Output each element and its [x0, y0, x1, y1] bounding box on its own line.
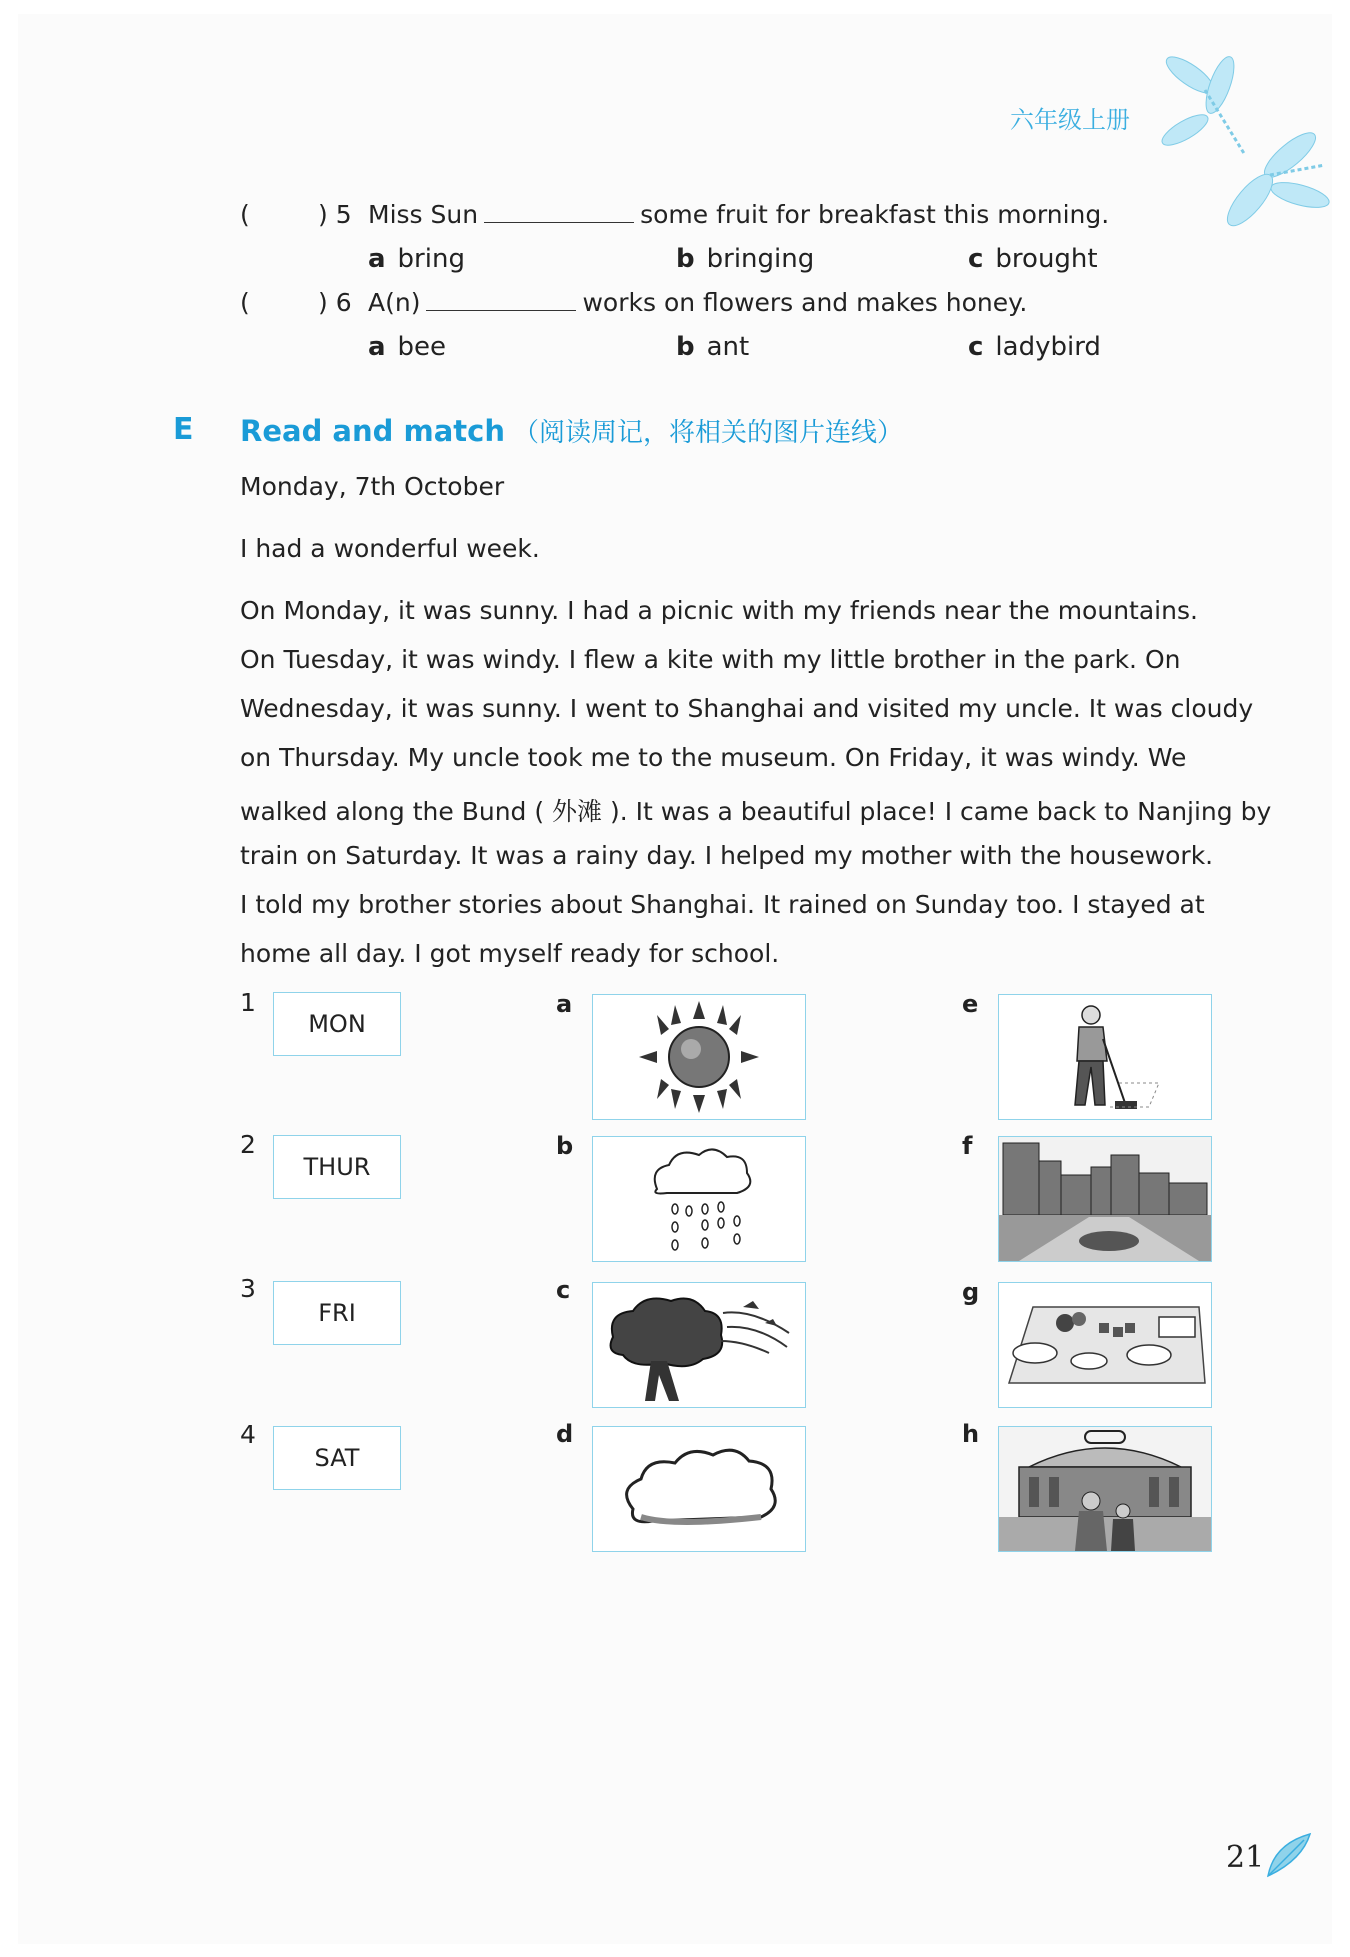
question-text	[368, 200, 1109, 229]
day-box-thur[interactable]: THUR	[273, 1135, 401, 1199]
option-b[interactable]: b ant	[676, 332, 750, 362]
picture-letter: b	[556, 1132, 574, 1160]
diary-line: On Tuesday, it was windy. I flew a kite with my little brother in the park. On	[240, 645, 1181, 674]
answer-blank[interactable]	[426, 288, 576, 311]
question-text	[368, 288, 1027, 317]
picture-letter: a	[556, 990, 573, 1018]
option-a[interactable]: a bring	[368, 244, 465, 274]
question-text-after: works on flowers and makes honey.	[582, 288, 1028, 317]
day-number: 2	[240, 1130, 256, 1159]
day-box-fri[interactable]: FRI	[273, 1281, 401, 1345]
question-text-before: A(n)	[368, 288, 421, 317]
day-number: 4	[240, 1420, 256, 1449]
museum-icon	[999, 1427, 1211, 1551]
question-number[interactable]: ) 6	[318, 288, 352, 317]
diary-line: On Monday, it was sunny. I had a picnic with my friends near the mountains.	[240, 596, 1198, 625]
dragonfly-icon	[1150, 45, 1330, 235]
picture-box-a[interactable]	[592, 994, 806, 1120]
diary-line: walked along the Bund ( 外滩 ). It was a beautiful place! I came back to Nanjing by	[240, 797, 1272, 826]
paren-open: (	[240, 288, 250, 317]
cloud-icon	[593, 1427, 805, 1551]
diary-line: home all day. I got myself ready for school.	[240, 939, 780, 968]
picture-letter: d	[556, 1420, 574, 1448]
picture-letter: c	[556, 1276, 571, 1304]
day-number: 3	[240, 1274, 256, 1303]
picture-box-g[interactable]	[998, 1282, 1212, 1408]
picture-box-h[interactable]	[998, 1426, 1212, 1552]
paren-open: (	[240, 200, 250, 229]
answer-blank[interactable]	[484, 200, 634, 223]
grade-label: 六年级上册	[1010, 106, 1130, 134]
section-title	[240, 412, 903, 449]
option-b[interactable]: b bringing	[676, 244, 815, 274]
day-box-mon[interactable]: MON	[273, 992, 401, 1056]
picture-box-f[interactable]	[998, 1136, 1212, 1262]
question-text-after: some fruit for breakfast this morning.	[640, 200, 1110, 229]
leaf-icon	[1264, 1830, 1314, 1880]
diary-line: Wednesday, it was sunny. I went to Shanghai and visited my uncle. It was cloudy	[240, 694, 1254, 723]
diary-intro: I had a wonderful week.	[240, 534, 540, 563]
boy-mopping-icon	[999, 995, 1211, 1119]
option-c[interactable]: c ladybird	[968, 332, 1101, 362]
question-number[interactable]: ) 5	[318, 200, 352, 229]
picture-box-c[interactable]	[592, 1282, 806, 1408]
picture-letter: g	[962, 1278, 980, 1306]
section-title-cn: （阅读周记，将相关的图片连线）	[512, 418, 903, 448]
diary-date: Monday, 7th October	[240, 472, 505, 501]
page-number: 21	[1226, 1840, 1265, 1875]
day-box-sat[interactable]: SAT	[273, 1426, 401, 1490]
section-letter: E	[173, 412, 194, 447]
sun-icon	[593, 995, 805, 1119]
picture-letter: f	[962, 1132, 973, 1160]
picture-box-d[interactable]	[592, 1426, 806, 1552]
section-title-en: Read and match	[240, 414, 505, 448]
picture-box-e[interactable]	[998, 994, 1212, 1120]
option-c[interactable]: c brought	[968, 244, 1098, 274]
picture-letter: h	[962, 1420, 980, 1448]
day-number: 1	[240, 988, 256, 1017]
diary-line: I told my brother stories about Shanghai. It rained on Sunday too. I stayed at	[240, 890, 1205, 919]
windy-tree-icon	[593, 1283, 805, 1407]
picnic-icon	[999, 1283, 1211, 1407]
bund-skyline-icon	[999, 1137, 1211, 1261]
diary-line: on Thursday. My uncle took me to the museum. On Friday, it was windy. We	[240, 743, 1187, 772]
diary-line: train on Saturday. It was a rainy day. I helped my mother with the housework.	[240, 841, 1214, 870]
picture-box-b[interactable]	[592, 1136, 806, 1262]
option-a[interactable]: a bee	[368, 332, 447, 362]
question-text-before: Miss Sun	[368, 200, 479, 229]
picture-letter: e	[962, 990, 979, 1018]
rain-cloud-icon	[593, 1137, 805, 1261]
